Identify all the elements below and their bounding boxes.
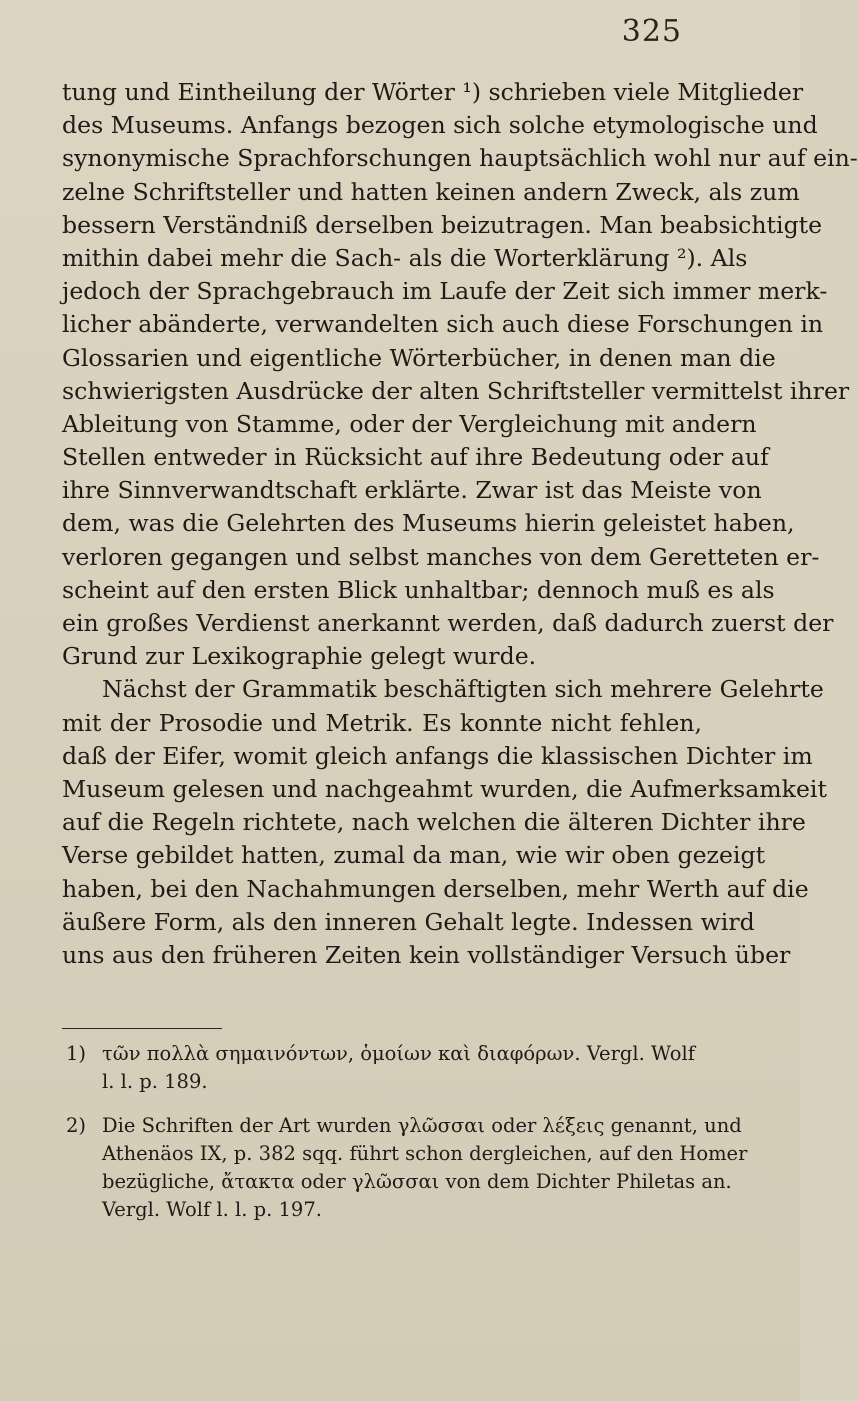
footnote-1-line [66, 1040, 695, 1068]
text-line: schwierigsten Ausdrücke der alten Schriftsteller vermittelst ihrer [62, 376, 850, 405]
footnote-2-text: Die Schriften der Art wurden γλῶσσαι oder λέξεις genannt, und [102, 1114, 742, 1137]
text-line: Verse gebildet hatten, zumal da man, wie wir oben gezeigt [62, 841, 766, 870]
footnote-1-line: l. l. p. 189. [102, 1070, 208, 1093]
footnote-2-line: Vergl. Wolf l. l. p. 197. [102, 1198, 322, 1221]
footnote-1-number: 1) [66, 1042, 87, 1065]
text-line: Ableitung von Stamme, oder der Vergleichung mit andern [62, 409, 757, 438]
text-line: daß der Eifer, womit gleich anfangs die klassischen Dichter im [62, 741, 813, 770]
text-line: verloren gegangen und selbst manches von dem Geretteten er- [62, 542, 820, 571]
text-line: Museum gelesen und nachgeahmt wurden, die Aufmerksamkeit [62, 774, 827, 803]
page-number: 325 [621, 14, 682, 49]
footnote-2-line: bezügliche, ἄτακτα oder γλῶσσαι von dem Dichter Philetas an. [102, 1170, 732, 1193]
footnote-divider [62, 1028, 222, 1029]
footnote-2-line: Athenäos IX, p. 382 sqq. führt schon dergleichen, auf den Homer [102, 1142, 748, 1165]
text-line: jedoch der Sprachgebrauch im Laufe der Zeit sich immer merk- [62, 277, 828, 306]
text-line: Stellen entweder in Rücksicht auf ihre Bedeutung oder auf [62, 443, 769, 472]
footnote-2-line [66, 1112, 742, 1140]
text-line: mithin dabei mehr die Sach- als die Worterklärung ²). Als [62, 243, 748, 272]
text-line: äußere Form, als den inneren Gehalt legte. Indessen wird [62, 907, 755, 936]
footnote-2-number: 2) [66, 1114, 87, 1137]
text-line: auf die Regeln richtete, nach welchen die älteren Dichter ihre [62, 808, 806, 837]
text-line: Glossarien und eigentliche Wörterbücher, in denen man die [62, 343, 776, 372]
text-line: mit der Prosodie und Metrik. Es konnte nicht fehlen, [62, 708, 702, 737]
footnote-1-text: τῶν πολλὰ σημαινόντων, ὁμοίων καὶ διαφόρων. Vergl. Wolf [102, 1042, 695, 1065]
footnotes [66, 1040, 748, 1224]
body-text [62, 76, 858, 972]
text-line: uns aus den früheren Zeiten kein vollständiger Versuch über [62, 940, 791, 969]
text-line: bessern Verständniß derselben beizutragen. Man beabsichtigte [62, 210, 823, 239]
text-line: zelne Schriftsteller und hatten keinen andern Zweck, als zum [62, 177, 800, 206]
text-line: haben, bei den Nachahmungen derselben, mehr Werth auf die [62, 874, 809, 903]
text-line-paragraph-end: Grund zur Lexikographie gelegt wurde. [62, 642, 537, 671]
text-line: dem, was die Gelehrten des Museums hierin geleistet haben, [62, 509, 795, 538]
text-line: synonymische Sprachforschungen hauptsächlich wohl nur auf ein- [62, 144, 858, 173]
text-line: scheint auf den ersten Blick unhaltbar; dennoch muß es als [62, 575, 775, 604]
text-line: ein großes Verdienst anerkannt werden, daß dadurch zuerst der [62, 609, 834, 637]
text-line: ihre Sinnverwandtschaft erklärte. Zwar ist das Meiste von [62, 476, 762, 505]
text-line-paragraph-start: Nächst der Grammatik beschäftigten sich mehrere Gelehrte [102, 675, 824, 704]
text-line: des Museums. Anfangs bezogen sich solche etymologische und [62, 111, 818, 140]
text-line: tung und Eintheilung der Wörter ¹) schrieben viele Mitglieder [62, 78, 804, 106]
text-line: licher abänderte, verwandelten sich auch diese Forschungen in [62, 310, 824, 339]
